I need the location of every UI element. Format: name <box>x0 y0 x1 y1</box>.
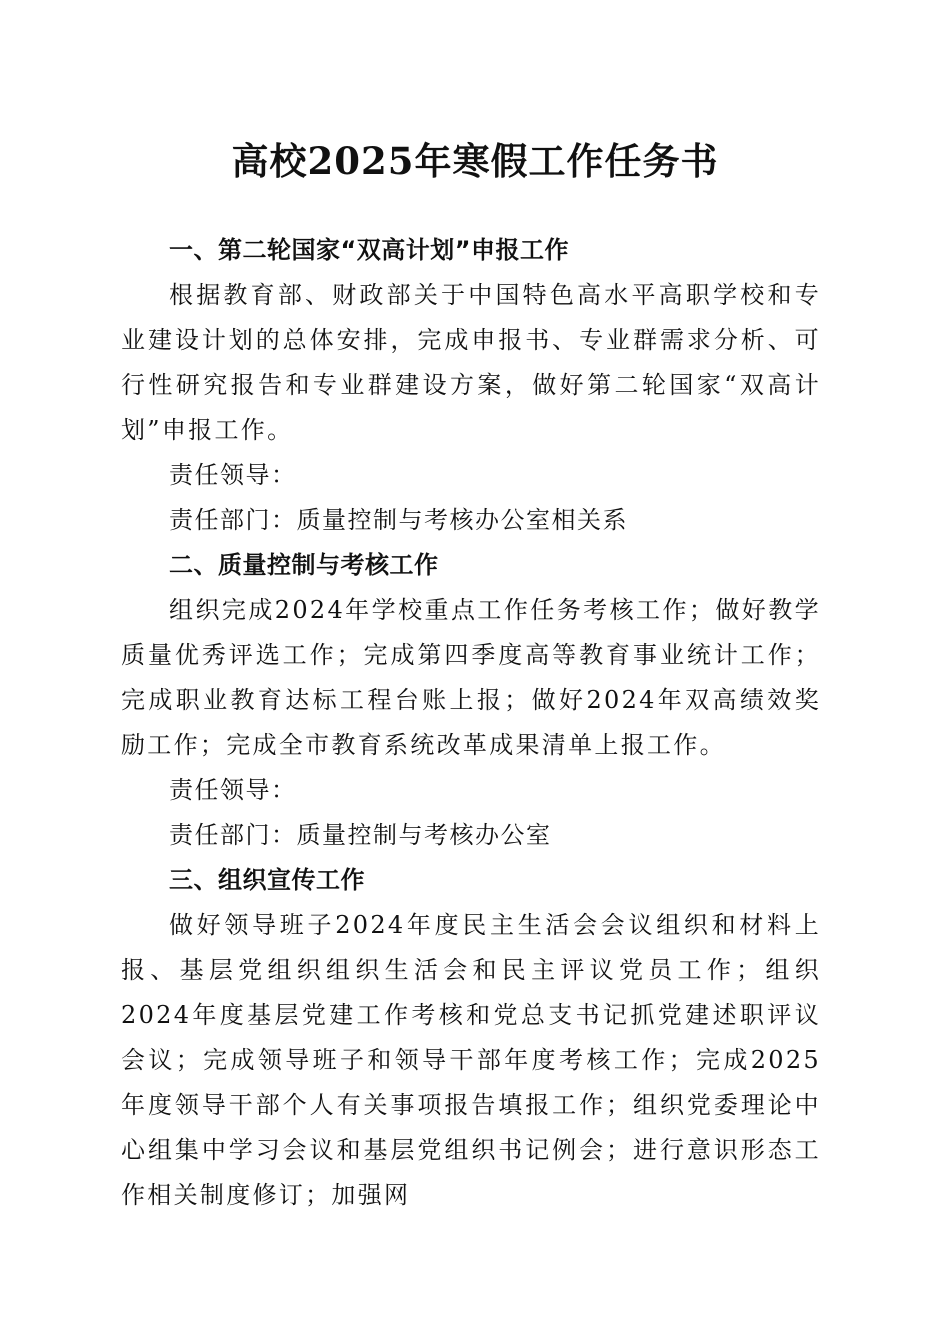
responsible-leader: 责任领导： <box>169 776 297 804</box>
section-heading: 一、第二轮国家“双高计划”申报工作 <box>169 236 570 264</box>
section-1 <box>121 228 821 543</box>
section-heading: 二、质量控制与考核工作 <box>169 551 439 579</box>
document-body <box>121 228 821 1218</box>
document-title: 高校2025年寒假工作任务书 <box>231 139 719 183</box>
section-paragraph: 组织完成2024年学校重点工作任务考核工作；做好教学质量优秀评选工作；完成第四季度高等教育事业统计工作；完成职业教育达标工程台账上报；做好2024年双高绩效奖励工作；完成全市教育系统改革成果清单上报工作。 <box>121 596 821 759</box>
section-3 <box>121 858 821 1218</box>
section-paragraph: 根据教育部、财政部关于中国特色高水平高职学校和专业建设计划的总体安排，完成申报书、专业群需求分析、可行性研究报告和专业群建设方案，做好第二轮国家“双高计划”申报工作。 <box>121 281 821 444</box>
responsible-department: 责任部门：质量控制与考核办公室相关系 <box>169 506 628 534</box>
responsible-department: 责任部门：质量控制与考核办公室 <box>169 821 552 849</box>
section-paragraph: 做好领导班子2024年度民主生活会会议组织和材料上报、基层党组织组织生活会和民主评议党员工作；组织2024年度基层党建工作考核和党总支书记抓党建述职评议会议；完成领导班子和领导干部年度考核工作；完成2025年度领导干部个人有关事项报告填报工作；组织党委理论中心组集中学习会议和基层党组织书记例会；进行意识形态工作相关制度修订；加强网 <box>121 911 821 1209</box>
section-2 <box>121 543 821 858</box>
responsible-leader: 责任领导： <box>169 461 297 489</box>
section-heading: 三、组织宣传工作 <box>169 866 365 894</box>
